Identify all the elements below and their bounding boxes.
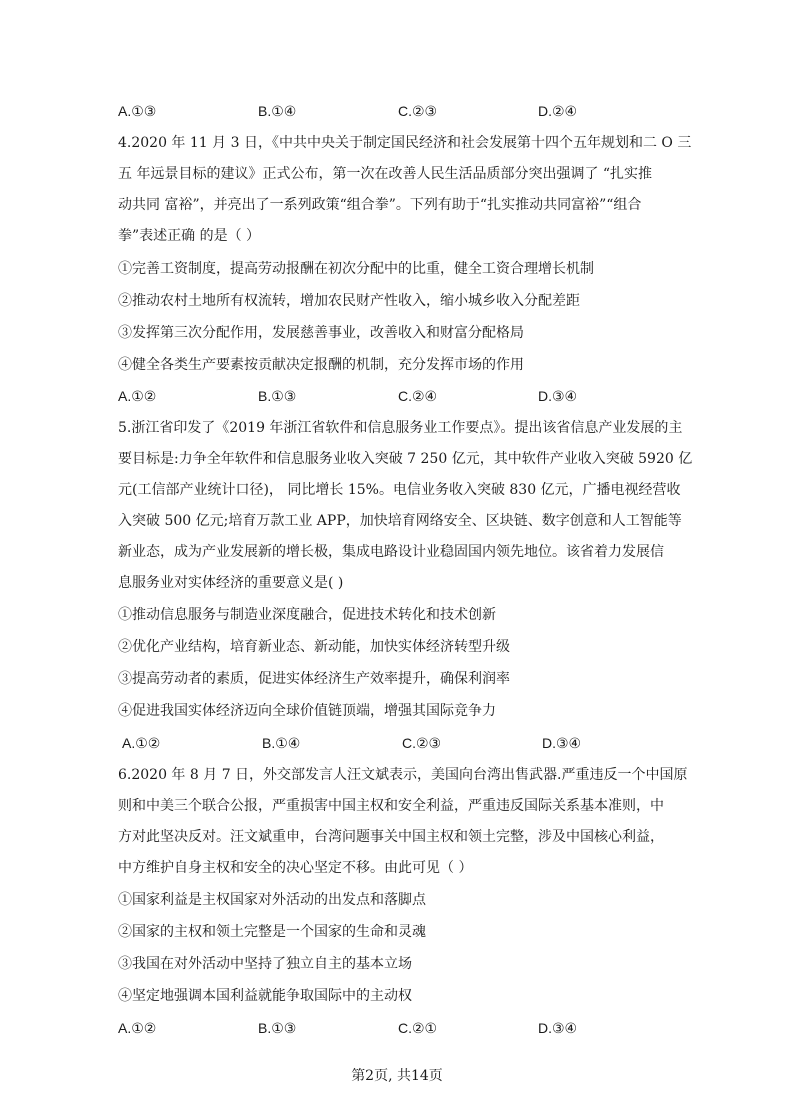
q5-statement-1: ①推动信息服务与制造业深度融合，促进技术转化和技术创新 xyxy=(118,607,496,623)
q6-statement-3: ③我国在对外活动中坚持了独立自主的基本立场 xyxy=(118,956,412,972)
q4-statement-4: ④健全各类生产要素按贡献决定报酬的机制，充分发挥市场的作用 xyxy=(118,357,524,373)
q4-options xyxy=(118,386,678,406)
q6-statement-4: ④坚定地强调本国利益就能争取国际中的主动权 xyxy=(118,988,412,1004)
q4-option-b: B.①③ xyxy=(258,388,297,404)
q5-stem-line-6: 息服务业对实体经济的重要意义是( ) xyxy=(118,575,344,591)
q6-options xyxy=(118,1018,678,1038)
q5-option-b: B.①④ xyxy=(262,735,301,751)
q4-statement-3: ③发挥第三次分配作用，发展慈善事业，改善收入和财富分配格局 xyxy=(118,325,524,341)
q6-stem-line-1: 6.2020 年 8 月 7 日，外交部发言人汪文斌表示，美国向台湾出售武器.严重违反一个中国原 xyxy=(118,767,688,783)
q5-stem-line-4: 入突破 500 亿元;培育万款工业 APP，加快培育网络安全、区块链、数字创意和人工智能等 xyxy=(118,513,682,529)
q6-option-b: B.①③ xyxy=(258,1020,297,1036)
q5-statement-3: ③提高劳动者的素质，促进实体经济生产效率提升，确保利润率 xyxy=(118,671,510,687)
q5-statement-4: ④促进我国实体经济迈向全球价值链顶端，增强其国际竞争力 xyxy=(118,703,496,719)
q3-options xyxy=(118,101,678,121)
q5-statement-2: ②优化产业结构，培育新业态、新动能，加快实体经济转型升级 xyxy=(118,639,510,655)
q6-statement-2: ②国家的主权和领土完整是一个国家的生命和灵魂 xyxy=(118,924,426,940)
q5-stem-line-1: 5.浙江省印发了《2019 年浙江省软件和信息服务业工作要点》。提出该省信息产业发展的主 xyxy=(118,420,683,436)
q4-stem-line-3: 动共同 富裕”，并亮出了一系列政策“组合拳”。下列有助于“扎实推动共同富裕”“组合 xyxy=(118,197,642,213)
q6-option-d: D.③④ xyxy=(538,1020,578,1036)
q6-option-a: A.①② xyxy=(118,1020,157,1036)
q4-stem-line-4: 拳”表述正确 的是（ ） xyxy=(118,228,261,244)
page-number-footer: 第2页, 共14页 xyxy=(351,1068,443,1084)
q5-option-d: D.③④ xyxy=(542,735,582,751)
q5-options xyxy=(122,733,682,753)
q6-stem-line-4: 中方维护自身主权和安全的决心坚定不移。由此可见（ ） xyxy=(118,860,473,876)
q5-stem-line-3: 元(工信部产业统计口径)， 同比增长 15%。电信业务收入突破 830 亿元，广播电视经营收 xyxy=(118,482,681,498)
q4-option-c: C.②④ xyxy=(398,388,438,404)
q5-option-a: A.①② xyxy=(122,735,161,751)
q3-option-d: D.②④ xyxy=(538,103,578,119)
q3-option-b: B.①④ xyxy=(258,103,297,119)
q6-statement-1: ①国家利益是主权国家对外活动的出发点和落脚点 xyxy=(118,892,426,908)
q5-option-c: C.②③ xyxy=(402,735,442,751)
q6-option-c: C.②① xyxy=(398,1020,438,1036)
q6-stem-line-3: 方对此坚决反对。汪文斌重申，台湾问题事关中国主权和领土完整，涉及中国核心利益， xyxy=(118,829,664,845)
q4-stem-line-1: 4.2020 年 11 月 3 日，《中共中央关于制定国民经济和社会发展第十四个五年规划和二 O 三 xyxy=(118,135,692,151)
q4-stem-line-2: 五 年远景目标的建议》正式公布，第一次在改善人民生活品质部分突出强调了 “扎实推 xyxy=(118,166,653,182)
q6-stem-line-2: 则和中美三个联合公报，严重损害中国主权和安全利益，严重违反国际关系基本准则，中 xyxy=(118,798,664,814)
q4-statement-2: ②推动农村土地所有权流转，增加农民财产性收入，缩小城乡收入分配差距 xyxy=(118,293,580,309)
q4-option-a: A.①② xyxy=(118,388,157,404)
q5-stem-line-2: 要目标是:力争全年软件和信息服务业收入突破 7 250 亿元，其中软件产业收入突破 5920 亿 xyxy=(118,451,693,467)
q3-option-c: C.②③ xyxy=(398,103,438,119)
q5-stem-line-5: 新业态，成为产业发展新的增长极，集成电路设计业稳固国内领先地位。该省着力发展信 xyxy=(118,544,664,560)
q4-statement-1: ①完善工资制度，提高劳动报酬在初次分配中的比重，健全工资合理增长机制 xyxy=(118,261,594,277)
q3-option-a: A.①③ xyxy=(118,103,157,119)
q4-option-d: D.③④ xyxy=(538,388,578,404)
